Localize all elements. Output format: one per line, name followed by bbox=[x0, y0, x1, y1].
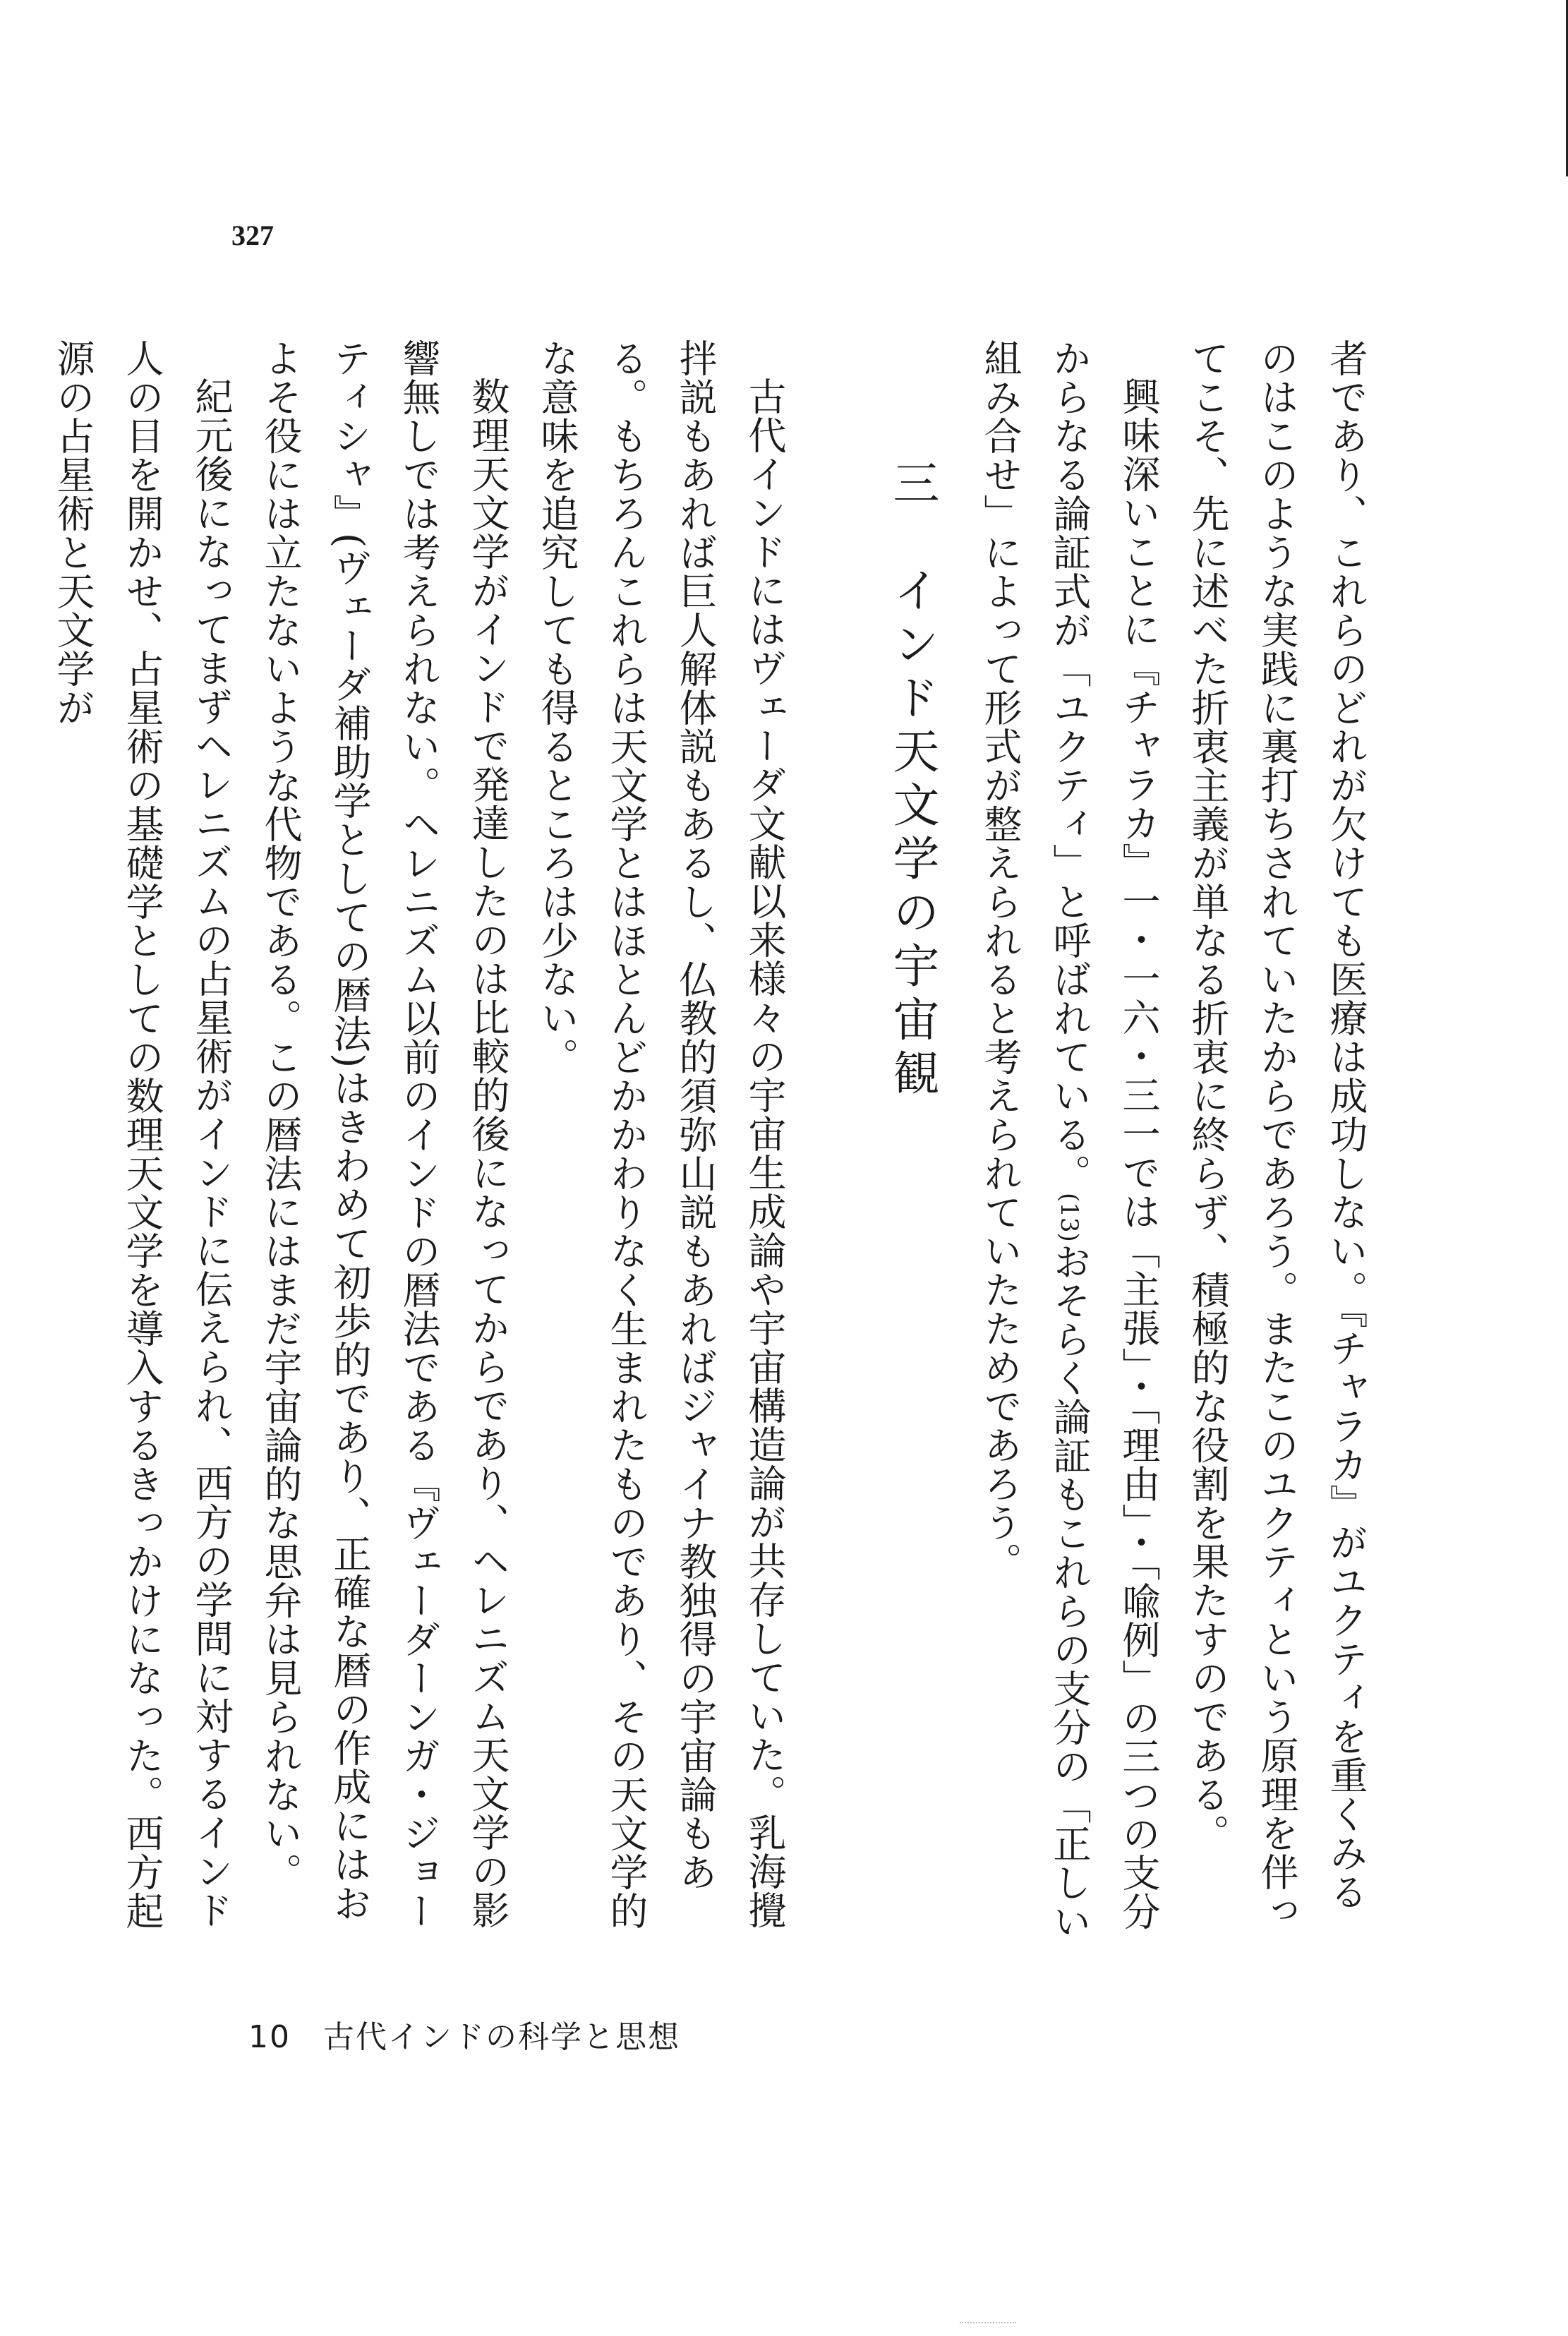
page-number: 327 bbox=[231, 219, 274, 251]
paragraph bbox=[965, 339, 1173, 1948]
footer-page-number: 10 bbox=[248, 2019, 291, 2055]
paragraph: 者であり、これらのどれが欠けても医療は成功しない。『チャラカ』がユクティを重くみるのはこのような実践に裏打ちされていたからであろう。またこのユクティという原理を伴ってこそ、先に述べた折衷主義が単なる折衷に終らず、積極的な役割を果たすのである。 bbox=[1186, 339, 1368, 1930]
paragraph: 紀元後になってまずヘレニズムの占星術がインドに伝えられ、西方の学問に対するインド人の目を開かせ、占星術の基礎学としての数理天文学を導入するきっかけになった。西方起源の占星術と天文学が bbox=[51, 339, 234, 1930]
paragraph-text: 興味深いことに『チャラカ』一・一六・三一では「主張」・「理由」・「喩例」の三つの支分からなる論証式が「ユクティ」と呼ばれている。 bbox=[1047, 339, 1161, 1931]
footnote-ref: (13) bbox=[1055, 1193, 1083, 1242]
paragraph: 古代インドにはヴェーダ文献以来様々の宇宙生成論や宇宙構造論が共存していた。乳海攪拌説もあれば巨人解体説もあるし、仏教的須弥山説もあればジャイナ教独得の宇宙論もある。もちろんこれらは天文学とはほとんどかかわりなく生まれたものであり、その天文学的な意味を追究しても得るところは少ない。 bbox=[535, 339, 787, 1930]
running-footer bbox=[248, 2011, 680, 2057]
paragraph-text: おそらく論証もこれらの支分の「正しい組み合せ」によって形式が整えられると考えられていたためであろう。 bbox=[978, 339, 1092, 1941]
text-block-lower bbox=[51, 339, 799, 1948]
section-heading: 三 インド天文学の宇宙観 bbox=[885, 459, 939, 1102]
scan-artifact bbox=[960, 2322, 1016, 2325]
footer-title: 古代インドの科学と思想 bbox=[323, 2019, 680, 2055]
paragraph: 数理天文学がインドで発達したのは比較的後になってからであり、ヘレニズム天文学の影響無しでは考えられない。ヘレニズム以前のインドの暦法である『ヴェーダーンガ・ジョーティシャ』(ヴェーダ補助学としての暦法)はきわめて初歩的であり、正確な暦の作成にはおよそ役には立たないような代物である。この暦法にはまだ宇宙論的な思弁は見られない。 bbox=[258, 339, 510, 1930]
